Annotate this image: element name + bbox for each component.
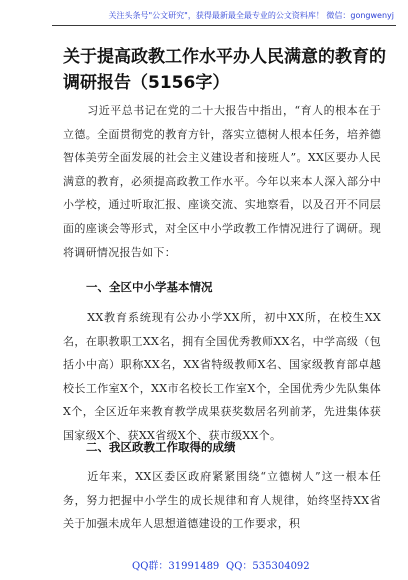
basic-situation-paragraph: XX教育系统现有公办小学XX所，初中XX所，在校生XX名，在职教职工XX名，拥有全国优秀教师XX名，中学高级（包括小中高）职称XX名，XX省特级教师X名、国家级教育部卓越校长工作室X个，XX市名校长工作室X个，全国优秀少先队集体X个，全区近年来教育教学成果获奖数居名列前茅，先进集体获国家级X个、获XX省级X个、获市级XX个。 bbox=[63, 311, 381, 442]
document-title: 关于提高政教工作水平办人民满意的教育的调研报告（5156字） bbox=[63, 47, 386, 93]
section-heading-basic-situation: 一、全区中小学基本情况 bbox=[86, 280, 213, 294]
footer-qq-contact: QQ：535304092 bbox=[226, 561, 310, 572]
footer-qq-group: QQ群：31991489 bbox=[132, 561, 220, 572]
footer bbox=[0, 559, 408, 575]
header-banner: 关注头条号"公文研究"，获得最新最全最专业的公文资料库！ 微信：gongwenyj bbox=[108, 11, 394, 20]
achievements-paragraph: 近年来，XX区委区政府紧紧围绕“立德树人”这一根本任务，努力把握中小学生的成长规律和育人规律，始终坚持XX省关于加强未成年人思想道德建设的工作要求，积 bbox=[63, 470, 381, 531]
header-divider bbox=[52, 25, 396, 26]
section-heading-achievements: 二、我区政教工作取得的成绩 bbox=[86, 440, 236, 454]
intro-paragraph: 习近平总书记在党的二十大报告中指出，“育人的根本在于立德。全面贯彻党的教育方针，落实立德树人根本任务，培养德智体美劳全面发展的社会主义建设者和接班人”。XX区要办人民满意的教育，必须提高政教工作水平。今年以来本人深入部分中小学校，通过听取汇报、座谈交流、实地察看，以及召开不同层面的座谈会等形式，对全区中小学政教工作情况进行了调研。现将调研情况报告如下： bbox=[63, 104, 381, 259]
